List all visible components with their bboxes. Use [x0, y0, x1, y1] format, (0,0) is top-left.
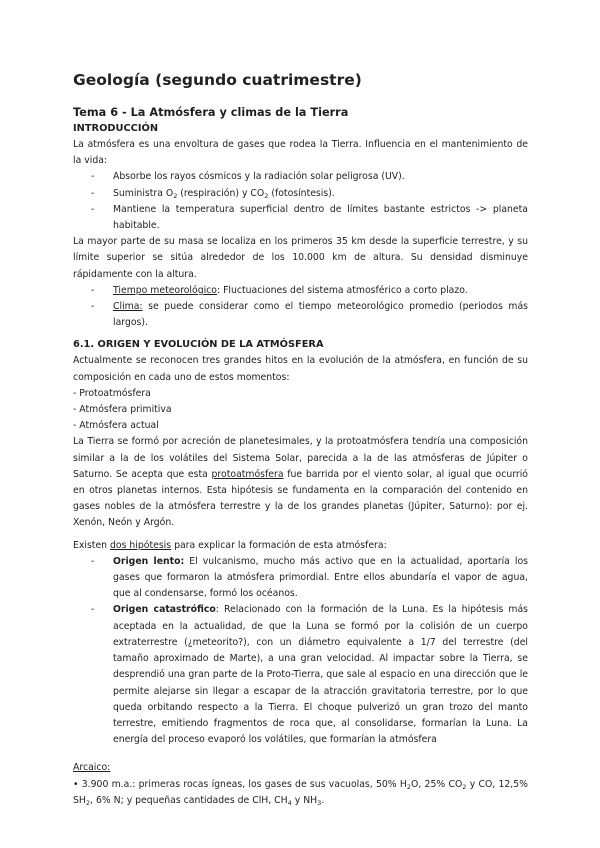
- paragraph-text: para explicar la formación de esta atmósfera:: [171, 539, 387, 551]
- list-item-text: Mantiene la temperatura superficial dentro de límites bastante estrictos -> planeta habitable.: [113, 203, 528, 232]
- document-title: Geología (segundo cuatrimestre): [73, 71, 362, 89]
- list-item: - Origen catastrófico: Relacionado con la formación de la Luna. Es la hipótesis más aceptada en la actualidad, de que la Luna se formó por la colisión de un cuerpo extraterrestre (¿meteorito?), con un diámetro equivalente a 1/7 del terrestre (del tamaño aproximado de Marte), a una gran velocidad. Al impactar sobre la Tierra, se desprendió una gran parte de la Proto-Tierra, que sale al espacio en una dirección que le permite alejarse sin llegar a escapar de la atracción gravitatoria terrestre, por lo que queda orbitando respecto a la Tierra. El choque pulverizó un gran trozo del manto terrestre, emitiendo fragmentos de roca que, al consolidarse, formarían la Luna. La energía del proceso evaporó los volátiles, que formarían la atmósfera: [91, 604, 528, 746]
- underlined-term: protoatmósfera: [211, 468, 284, 480]
- list-item: - Clima: se puede considerar como el tiempo meteorológico promedio (periodos más largos).: [91, 301, 528, 329]
- term-tiempo: Tiempo meteorológico: [113, 284, 217, 296]
- hito-item: - Protoatmósfera: [73, 387, 151, 399]
- term-origen-lento: Origen lento:: [113, 555, 185, 567]
- hitos-paragraph: Actualmente se reconocen tres grandes hitos en la evolución de la atmósfera, en función de su composición en cada uno de estos momentos:: [73, 355, 528, 383]
- arcaico-paragraph: [73, 777, 528, 809]
- paragraph-text: O, 25% CO: [411, 778, 463, 790]
- list-item: - Origen lento: El vulcanismo, mucho más activo que en la actualidad, aportaría los gases que formaron la atmósfera primordial. Entre ellos abundaría el vapor de agua, que al condensarse, formó los océanos.: [91, 555, 528, 600]
- paragraph-text: , 6% N; y pequeñas cantidades de ClH, CH: [90, 794, 288, 806]
- section-heading: 6.1. ORIGEN Y EVOLUCIÓN DE LA ATMÓSFERA: [73, 339, 324, 351]
- subscript: 2: [264, 191, 269, 200]
- hito-item: - Atmósfera actual: [73, 420, 159, 432]
- paragraph-text: y NH: [291, 794, 318, 806]
- list-item-text: (fotosíntesis).: [268, 187, 335, 199]
- paragraph-text: La Tierra se formó por acreción de planetesimales, y la protoatmósfera tendría una composición similar a la de los volátiles del Sistema Solar, parecida a la de las atmósferas de Júpiter o Saturno. Se acepta que esta: [73, 436, 528, 480]
- topic-heading: Tema 6 - La Atmósfera y climas de la Tierra: [73, 106, 349, 119]
- list-item-text: (respiración) y CO: [177, 187, 265, 199]
- hypotheses-list: [73, 554, 528, 748]
- list-item-text: : Relacionado con la formación de la Luna. Es la hipótesis más aceptada en la actualidad, de que la Luna se formó por la colisión de un cuerpo extraterrestre (¿meteorito?), con un diámetro equivalente a 1/7 del terrestre (del tamaño aproximado de Marte), a una gran velocidad. Al impactar sobre la Tierra, se desprendió una gran parte de la Proto-Tierra, que sale al espacio en una dirección que le permite alejarse sin llegar a escapar de la atracción gravitatoria terrestre, por lo que queda orbitando respecto a la Tierra. El choque pulverizó un gran trozo del manto terrestre, emitiendo fragmentos de roca que, al consolidarse, formarían la Luna. La energía del proceso evaporó los volátiles, que formarían la atmósfera: [113, 604, 528, 746]
- definition-text: se puede considerar como el tiempo meteorológico promedio (periodos más largos).: [113, 301, 528, 329]
- paragraph-text: fue barrida por el viento solar, al igual que ocurrió en otros planetas internos. Esta hipótesis se fundamenta en la comparación del contenido en gases nobles de la atmósfera terrestre y la de los grandes planetas (Júpiter, Saturno): por ej. Xenón, Neón y Argón.: [73, 468, 528, 529]
- list-item: - Suministra $O_2$ (respiración) y $CO_2$ (fotosíntesis).: [91, 187, 335, 200]
- subscript: 2: [173, 191, 178, 200]
- document-body: [73, 104, 528, 809]
- list-item: - Tiempo meteorológico: Fluctuaciones del sistema atmosférico a corto plazo.: [91, 284, 468, 296]
- protoatmosfera-paragraph: [73, 434, 528, 531]
- subscript: 2: [462, 782, 467, 791]
- term-origen-catastrofico: Origen catastrófico: [113, 604, 216, 616]
- underlined-term: dos hipótesis: [110, 539, 172, 551]
- subscript: 2: [406, 782, 412, 791]
- list-item: - Absorbe los rayos cósmicos y la radiación solar peligrosa (UV).: [91, 171, 405, 183]
- mass-paragraph: La mayor parte de su masa se localiza en los primeros 35 km desde la superficie terrestre, y su límite superior se sitúa alrededor de los 10.000 km de altura. Su densidad disminuye rápidamente con la altura.: [73, 236, 528, 280]
- paragraph-text: y CO, 12,5% SH: [73, 778, 528, 806]
- intro-heading: INTRODUCCIÓN: [73, 123, 159, 134]
- paragraph-text: .: [321, 794, 325, 806]
- list-item-text: Suministra O: [113, 187, 174, 199]
- hito-item: - Atmósfera primitiva: [73, 404, 172, 416]
- list-item-text: El vulcanismo, mucho más activo que en la actualidad, aportaría los gases que formaron la atmósfera primordial. Entre ellos abundaría el vapor de agua, que al condensarse, formó los océanos.: [113, 555, 528, 600]
- list-item: - Mantiene la temperatura superficial dentro de límites bastante estrictos -> planeta habitable.: [91, 203, 528, 232]
- intro-list: [73, 169, 528, 234]
- subscript: 2: [85, 798, 91, 807]
- subscript: 3: [317, 798, 322, 807]
- paragraph-text: • 3.900 m.a.: primeras rocas ígneas, los gases de sus vacuolas, 50% H: [73, 778, 407, 790]
- arcaico-heading: Arcaico:: [73, 762, 111, 774]
- definition-list: [73, 283, 528, 332]
- definition-text: : Fluctuaciones del sistema atmosférico a corto plazo.: [217, 284, 468, 296]
- intro-paragraph: La atmósfera es una envoltura de gases que rodea la Tierra. Influencia en el mantenimiento de la vida:: [73, 139, 528, 167]
- subscript: 4: [287, 798, 292, 807]
- term-clima: Clima:: [113, 301, 143, 313]
- hypotheses-paragraph: [73, 538, 528, 554]
- paragraph-text: Existen: [73, 539, 111, 551]
- list-item-text: Absorbe los rayos cósmicos y la radiación solar peligrosa (UV).: [113, 171, 405, 183]
